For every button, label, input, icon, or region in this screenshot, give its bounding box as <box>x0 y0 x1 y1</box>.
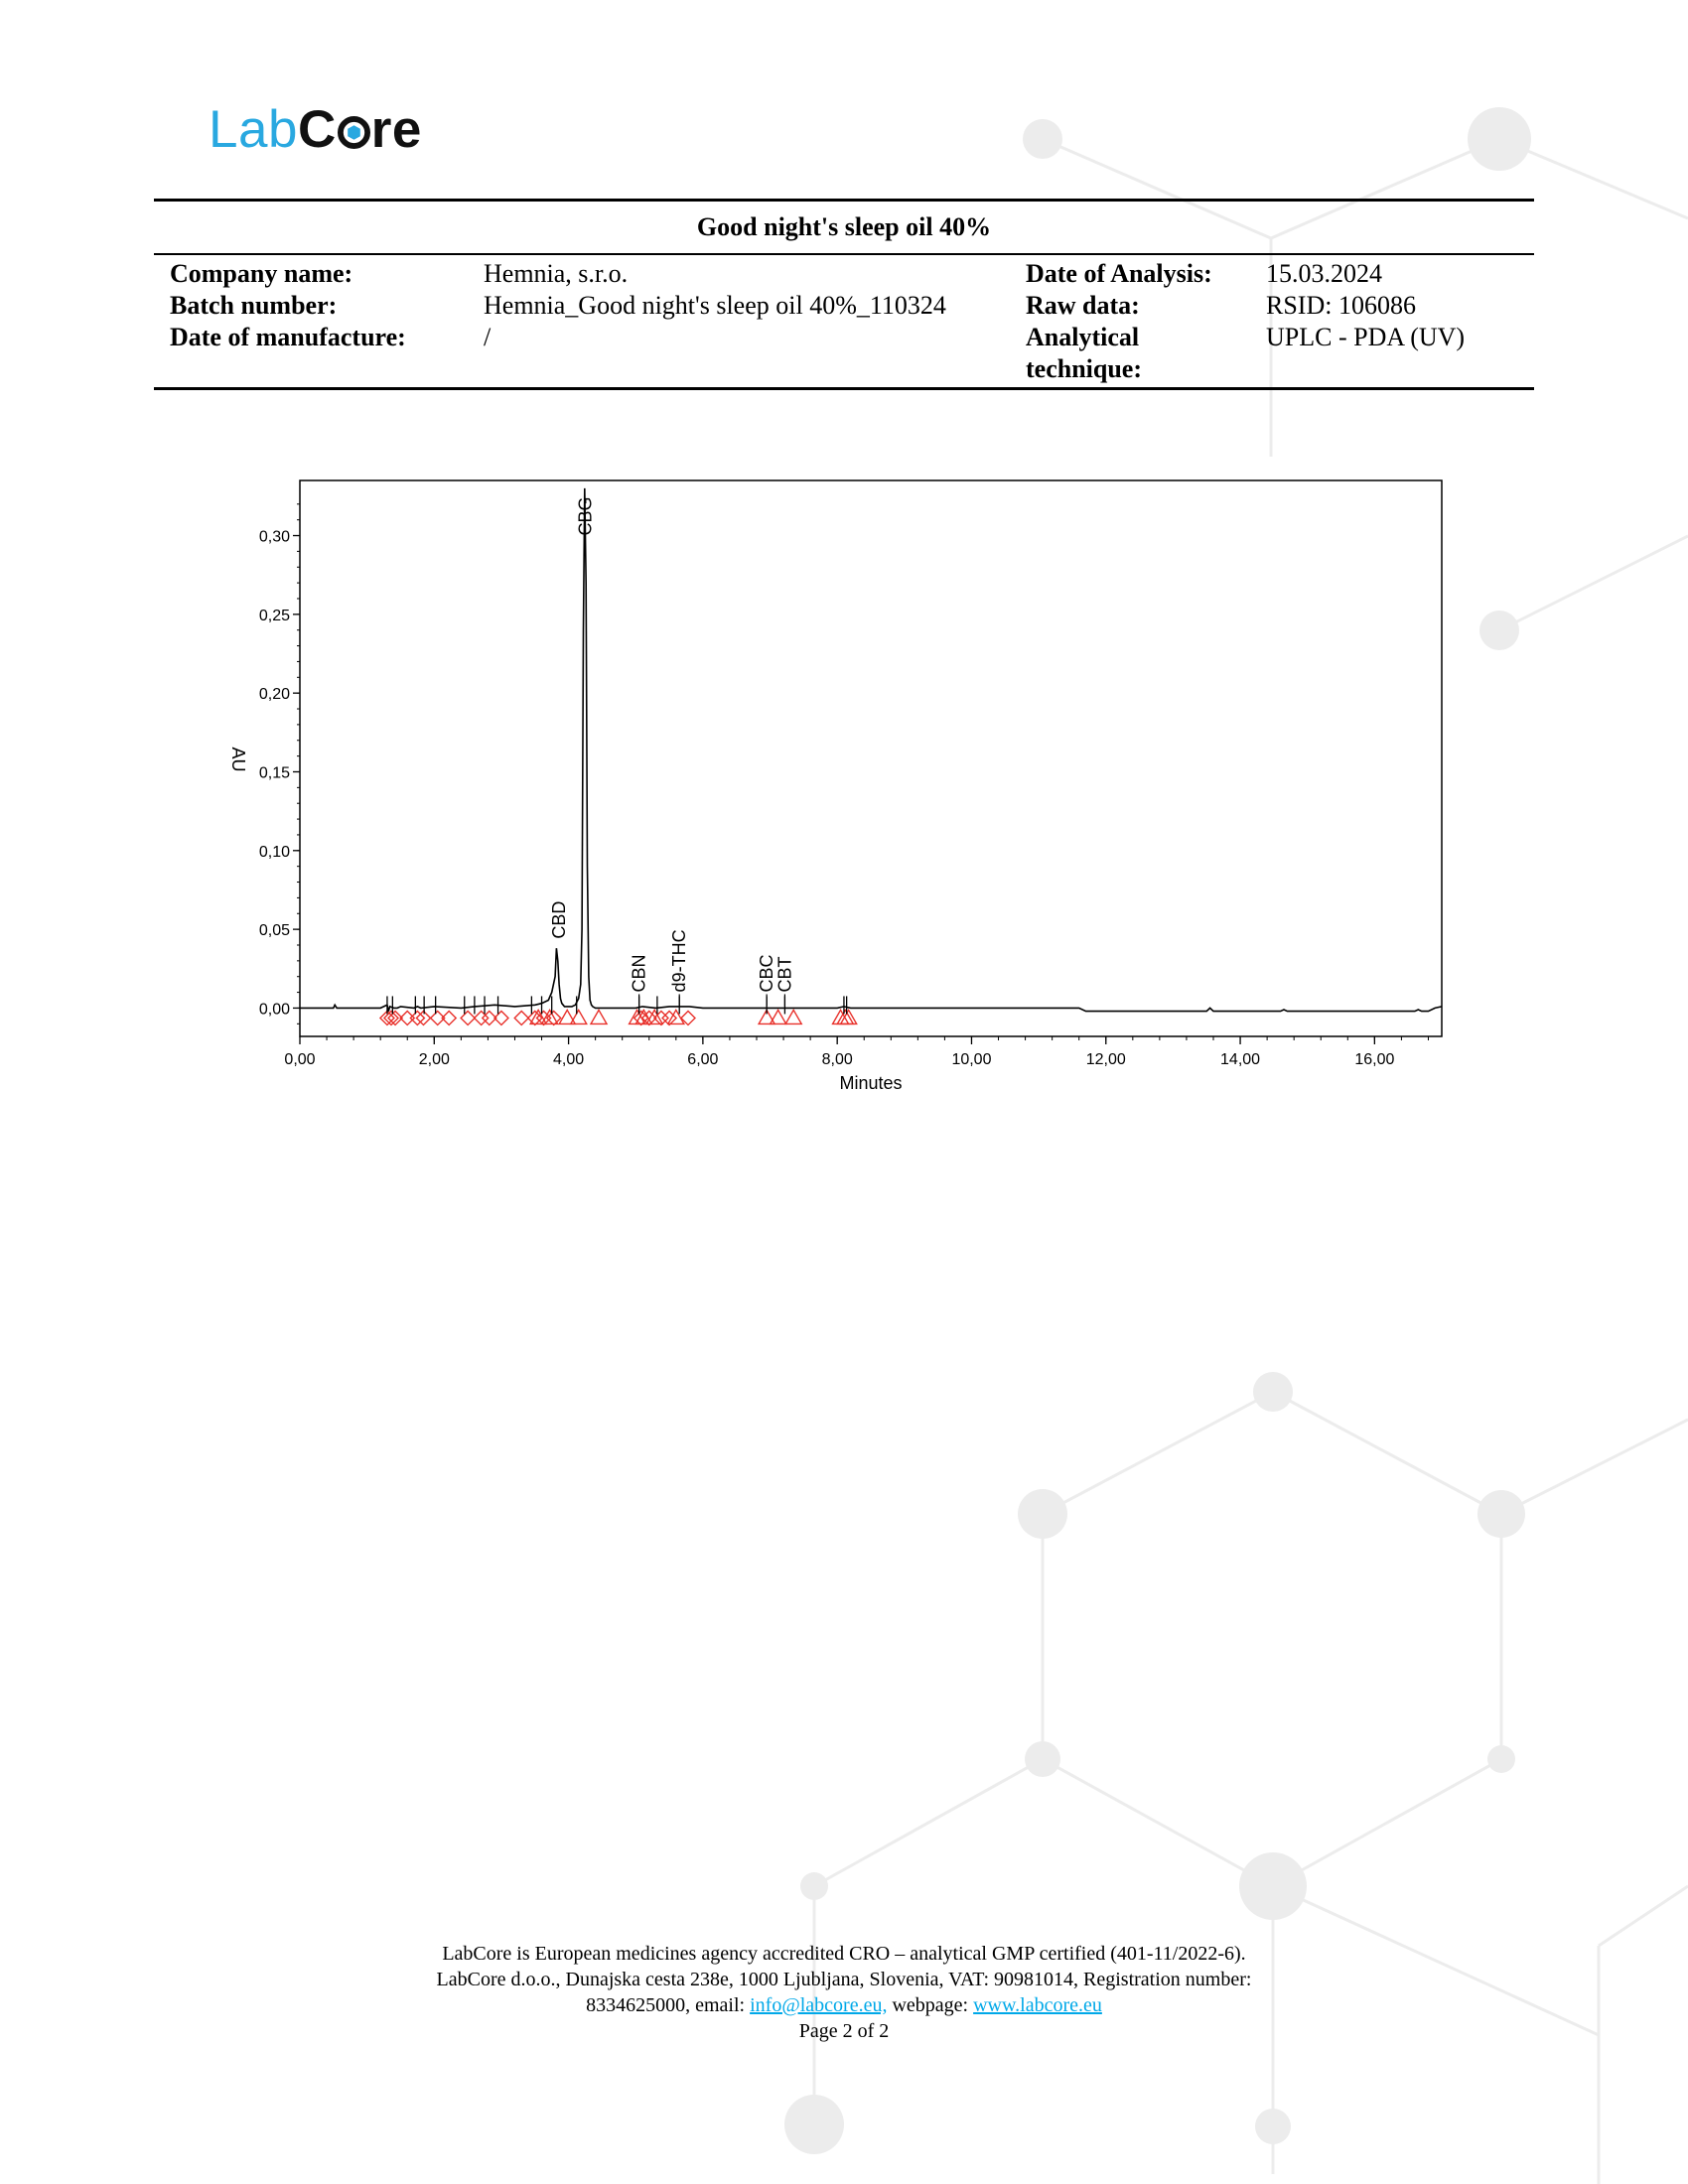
email-link[interactable]: info@labcore.eu, <box>750 1994 888 2016</box>
bottom-rule <box>154 387 1534 390</box>
y-tick-label: 0,25 <box>258 607 290 624</box>
y-tick-label: 0,00 <box>258 1001 290 1019</box>
logo-text-re: re <box>370 100 422 159</box>
x-tick-label: 10,00 <box>951 1051 992 1068</box>
webpage-link[interactable]: www.labcore.eu <box>973 1994 1102 2016</box>
document-header <box>154 199 1534 390</box>
peak-label: CBD <box>549 900 570 939</box>
x-tick-label: 2,00 <box>418 1051 450 1068</box>
info-table <box>154 255 1534 387</box>
technique-label <box>1010 322 1250 385</box>
page-number: Page 2 of 2 <box>798 2020 890 2042</box>
x-axis <box>284 1036 1428 1068</box>
y-tick-label: 0,15 <box>258 764 290 782</box>
batch-value: Hemnia_Good night's sleep oil 40%_110324 <box>484 291 946 320</box>
logo-text-c: C <box>297 100 337 159</box>
technique-value: UPLC - PDA (UV) <box>1266 323 1466 351</box>
technique-label-line1: Analytical <box>1026 323 1140 351</box>
y-tick-label: 0,10 <box>258 843 290 861</box>
plot-area-frame <box>300 480 1442 1036</box>
raw-data-label: Raw data: <box>1026 291 1140 320</box>
document-title: Good night's sleep oil 40% <box>696 212 992 241</box>
footer-line-3-prefix: 8334625000, email: <box>586 1994 751 2016</box>
hexagon-logo-icon <box>338 116 370 149</box>
analysis-date-value: 15.03.2024 <box>1266 259 1382 288</box>
peak-label: CBT <box>774 956 795 993</box>
footer <box>248 1941 1440 2044</box>
logo-text-lab: Lab <box>209 100 298 159</box>
manufacture-value: / <box>484 323 492 351</box>
footer-line-3-mid: webpage: <box>887 1994 974 2016</box>
x-tick-label: 12,00 <box>1085 1051 1126 1068</box>
x-axis-label: Minutes <box>839 1073 903 1093</box>
x-tick-label: 6,00 <box>687 1051 719 1068</box>
y-tick-label: 0,20 <box>258 686 290 704</box>
y-tick-label: 0,05 <box>258 922 290 940</box>
raw-data-value: RSID: 106086 <box>1266 291 1416 320</box>
footer-line-2: LabCore d.o.o., Dunajska cesta 238e, 1000 Ljubljana, Slovenia, VAT: 90981014, Registration number: <box>436 1969 1252 1990</box>
analysis-date-label: Date of Analysis: <box>1026 259 1212 288</box>
x-tick-label: 4,00 <box>553 1051 585 1068</box>
y-tick-label: 0,30 <box>258 528 290 546</box>
peak-label: CBG <box>575 496 596 536</box>
technique-label-line2: technique: <box>1026 354 1142 383</box>
footer-line-3 <box>248 1992 1440 2018</box>
y-axis <box>259 504 300 1024</box>
chromatogram-chart <box>209 467 1499 1122</box>
peak-label: d9-THC <box>669 929 690 993</box>
x-tick-label: 14,00 <box>1220 1051 1261 1068</box>
batch-label: Batch number: <box>170 291 338 320</box>
company-value: Hemnia, s.r.o. <box>484 259 629 288</box>
peak-label: CBN <box>629 954 649 993</box>
x-tick-label: 0,00 <box>284 1051 316 1068</box>
x-tick-label: 16,00 <box>1354 1051 1395 1068</box>
labcore-logo <box>209 95 422 165</box>
peak-label: CBC <box>757 954 777 993</box>
x-tick-label: 8,00 <box>821 1051 853 1068</box>
company-label: Company name: <box>170 259 353 288</box>
footer-line-1: LabCore is European medicines agency accredited CRO – analytical GMP certified (401-11/2022-6). <box>442 1943 1246 1965</box>
y-axis-label: AU <box>228 747 248 772</box>
manufacture-label: Date of manufacture: <box>170 323 406 351</box>
